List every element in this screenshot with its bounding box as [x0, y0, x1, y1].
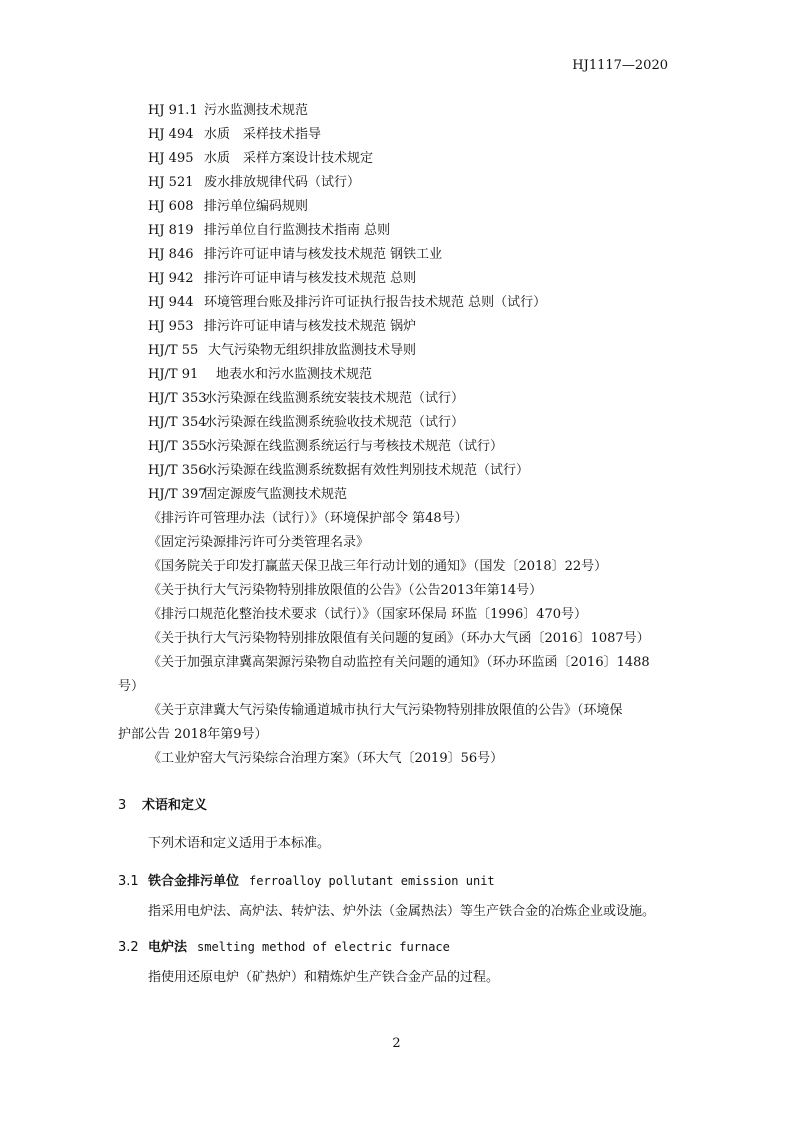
- list-item: HJ/T 397固定源废气监测技术规范: [148, 487, 348, 502]
- list-item: 《关于执行大气污染物特别排放限值的公告》（公告2013年第14号）: [148, 583, 543, 598]
- list-item: 《关于加强京津冀高架源污染物自动监控有关问题的通知》（环办环监函〔2016〕1488: [148, 655, 650, 670]
- list-item: 《关于执行大气污染物特别排放限值有关问题的复函》（环办大气函〔2016〕1087号）: [148, 631, 650, 646]
- list-item: HJ 942 排污许可证申请与核发技术规范 总则: [148, 271, 417, 286]
- list-item: HJ/T 354水污染源在线监测系统验收技术规范（试行）: [148, 415, 465, 430]
- list-item: HJ/T 353水污染源在线监测系统安装技术规范（试行）: [148, 391, 465, 406]
- list-item: 《工业炉窑大气污染综合治理方案》（环大气〔2019〕56号）: [148, 751, 504, 766]
- list-item: HJ 91.1 污水监测技术规范: [148, 103, 309, 118]
- list-item: HJ/T 356水污染源在线监测系统数据有效性判别技术规范（试行）: [148, 463, 530, 478]
- page-number: 2: [392, 1036, 401, 1051]
- list-item: 《关于京津冀大气污染传输通道城市执行大气污染物特别排放限值的公告》（环境保: [148, 703, 623, 718]
- list-item: HJ 494 水质 采样技术指导: [148, 127, 322, 142]
- list-item: 《固定污染源排污许可分类管理名录》: [148, 535, 370, 550]
- section-heading: 3 术语和定义: [118, 798, 208, 813]
- list-item: HJ 846 排污许可证申请与核发技术规范 钢铁工业: [148, 247, 443, 262]
- term-definition: 指使用还原电炉（矿热炉）和精炼炉生产铁合金产品的过程。: [148, 970, 500, 985]
- list-item: HJ 953 排污许可证申请与核发技术规范 锅炉: [148, 319, 417, 334]
- list-item: HJ 819 排污单位自行监测技术指南 总则: [148, 223, 391, 238]
- list-item: HJ/T 91 地表水和污水监测技术规范: [148, 367, 373, 382]
- list-item: HJ/T 55 大气污染物无组织排放监测技术导则: [148, 343, 417, 358]
- list-item: 《排污口规范化整治技术要求（试行）》（国家环保局 环监〔1996〕470号）: [148, 607, 588, 622]
- list-item: HJ/T 355水污染源在线监测系统运行与考核技术规范（试行）: [148, 439, 504, 454]
- list-item: 《国务院关于印发打赢蓝天保卫战三年行动计划的通知》（国发〔2018〕22号）: [148, 559, 608, 574]
- list-item: HJ 944 环境管理台账及排污许可证执行报告技术规范 总则（试行）: [148, 295, 547, 310]
- list-item: HJ 495 水质 采样方案设计技术规定: [148, 151, 374, 166]
- term-definition: 指采用电炉法、高炉法、转炉法、炉外法（金属热法）等生产铁合金的冶炼企业或设施。: [148, 904, 656, 919]
- list-item-continuation: 护部公告 2018年第9号）: [118, 727, 268, 742]
- term-heading: 3.2 电炉法 smelting method of electric furnace: [118, 940, 450, 955]
- document-code-header: HJ1117—2020: [572, 58, 668, 73]
- list-item: HJ 521 废水排放规律代码（试行）: [148, 175, 361, 190]
- list-item-continuation: 号）: [118, 679, 145, 694]
- list-item: HJ 608 排污单位编码规则: [148, 199, 309, 214]
- section-intro: 下列术语和定义适用于本标准。: [148, 836, 331, 851]
- list-item: 《排污许可管理办法（试行）》（环境保护部令 第48号）: [148, 511, 468, 526]
- term-heading: 3.1 铁合金排污单位 ferroalloy pollutant emission unit: [118, 874, 495, 889]
